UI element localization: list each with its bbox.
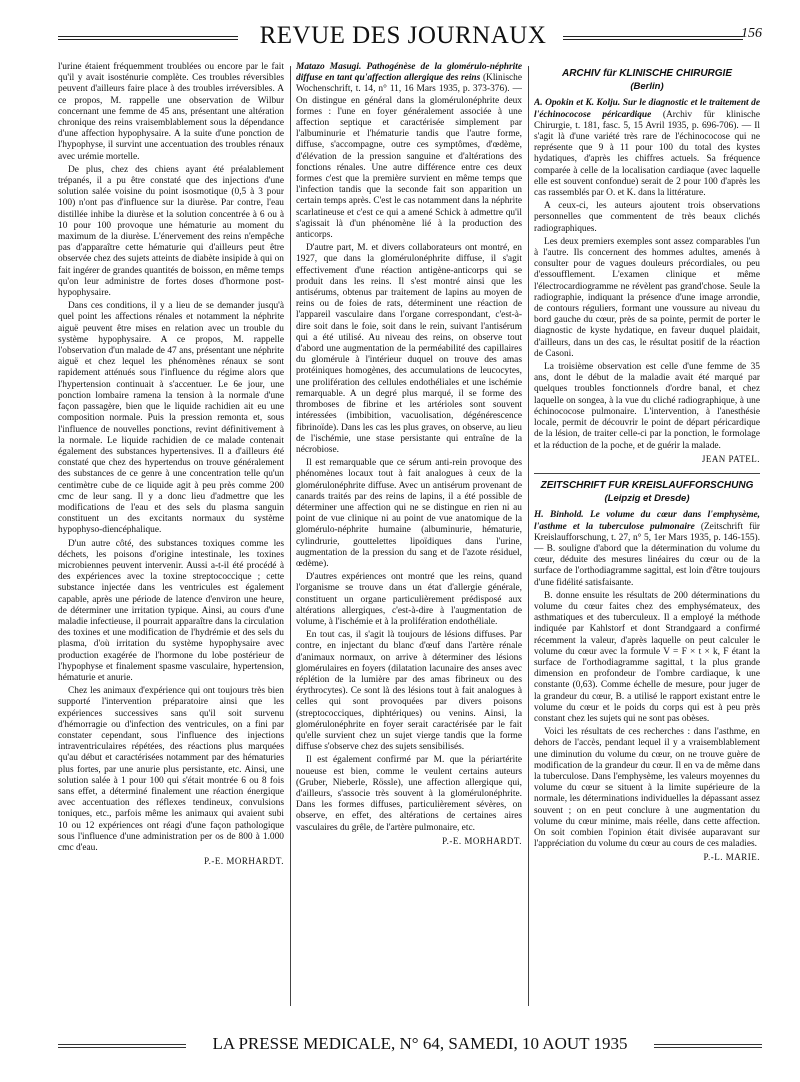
footer-rule-right	[654, 1044, 762, 1048]
column-right	[534, 62, 760, 1022]
paragraph: D'autre part, M. et divers collaborateurs ont montré, en 1927, que dans la glomérulonéphrite diffuse, il s'agit effectivement d'une réaction antigène-anticorps qui se produit dans les reins. Il s'est montré ainsi que les antisérums, obtenus par traitement de lapins au moyen de reins ou de foies de rats, déterminent une réaction de l'appareil vasculaire dans l'organe correspondant, c'est-à-dire soit dans le foie, soit dans le rein, suivant l'antisérum qui a été utilisé. Au niveau des reins, on observe tout d'abord une augmentation de la perméabilité des capillaires du glomérule à l'intérieur duquel on trouve des amas protéiniques homogènes, des accumulations de leucocytes, une prolifération des cellules endothéliales et une ischémie remarquable. A un degré plus marqué, il se forme des thromboses de fibrine et les artérioles sont souvent intéressées (imbibition, vacuolisation, dégénérescence fibrinoïde). Dans les cas les plus graves, on observe, au lieu de l'ischémie, une stase persistante qui entraîne de la nécrobiose.	[296, 243, 522, 455]
page-footer	[58, 1032, 762, 1062]
paragraph: l'urine étaient fréquemment troublées ou encore par le fait qu'il y avait isosténurie complète. Ces troubles réversibles peuvent d'ailleurs faire place à des troubles irréversibles. A ce propos, M. rappelle une observation de Wilbur concernant une femme de 45 ans, présentant une altération chronique des reins vraisemblablement sous la dépendance d'une affection hypophysaire. A la suite d'une ponction de l'hypophyse, il survint une accentuation des troubles rénaux avec urémie mortelle.	[58, 62, 284, 162]
author-signature: P.-L. MARIE.	[703, 852, 760, 863]
paragraph: Les deux premiers exemples sont assez comparables l'un à l'autre. Ils concernent des hommes adultes, amenés à consulter pour de vagues douleurs précordiales, ou peu d'essoufflement. L'examen clinique et même l'électrocardiogramme ne révèlent pas grand'chose. Seule la radiographie, indiquant la présence d'une image arrondie, de contours réguliers, formant une voussure au niveau du bord gauche du cœur, près de sa pointe, permit de porter le diagnostic de kyste hydatique, en faveur duquel plaidait, d'ailleurs, dans un des cas, le résultat positif de la réaction de Casoni.	[534, 236, 760, 359]
footer-rule-left	[58, 1044, 186, 1048]
journal-city: (Leipzig et Dresde)	[604, 493, 690, 505]
article-title: A. Opokin et K. Kolju. Sur le diagnostic et le traitement de l'échinococose péricardique	[534, 98, 760, 120]
article-reference: (Klinische Wochenschrift, t. 14, n° 11, 16 Mars 1935, p. 373-376). — On distingue en général dans la glomérulonéphrite deux formes : l'une en foyer généralement associée à une affection septique et caractérisée simplement par l'albuminurie et l'hématurie tandis que l'autre forme, diffuse, s'accompagne, outre ces symptômes, d'œdème, d'élévation de la pression sanguine et d'altérations des fonctions rénales. Une autre différence entre ces deux formes c'est que la première survient en même temps que l'infection tandis que la seconde fait son apparition un certain temps après. C'est le cas notamment dans la néphrite scarlatineuse et c'est ce qui a amené Schick à admettre qu'il s'agissait là d'un phénomène lié à la production des anticorps.	[296, 73, 522, 241]
author-signature: P.-E. MORHARDT.	[442, 835, 522, 846]
paragraph: En tout cas, il s'agit là toujours de lésions diffuses. Par contre, en injectant du blanc d'œuf dans l'artère rénale d'animaux normaux, on arrive à déterminer des lésions glomérulaires en foyers (dilatation lacunaire des anses avec réplétion de la lumière par des amas fibrineux ou des érythrocytes). Ce sont là des lésions tout à fait analogues à celles qui sont provoquées par divers poisons (streptococciques, diphtériques) ou venins. Ainsi, la glomérulonéphrite en foyer serait caractérisée par le fait qu'elle survient chez un sujet vierge tandis que la forme diffuse s'observe chez des sujets sensibilisés.	[296, 630, 522, 753]
paragraph: Voici les résultats de ces recherches : dans l'asthme, en dehors de l'accès, pendant lequel il y a vraisemblablement une diminution du volume du cœur, on ne trouve guère de modification de la grandeur du cœur. Il en va de même dans la tuberculose. Dans l'emphysème, les valeurs moyennes du volume du cœur se situent à la limite supérieure de la normale, les déterminations individuelles la dépassant assez souvent ; on en peut conclure à une augmentation du volume du cœur minime, mais réelle, dans cette affection. On soit combien l'opinion était divisée auparavant sur l'appréciation du volume du cœur au cours de ces maladies.	[534, 727, 760, 850]
article-intro	[296, 62, 522, 241]
page-header	[58, 22, 762, 62]
paragraph: D'autres expériences ont montré que les reins, quand l'organisme se trouve dans un état d'allergie générale, constituent un organe particulièrement prédisposé aux altérations allergiques, c'est-à-dire à l'augmentation de volume, à l'ischémie et à la prolifération endothéliale.	[296, 572, 522, 627]
paragraph: B. donne ensuite les résultats de 200 déterminations du volume du cœur faites chez des emphysémateux, des asthmatiques et des tuberculeux. Il a employé la méthode indiquée par Kahlstorf et dont Strandgaard a confirmé récemment la valeur, d'après laquelle on peut calculer le volume du cœur avec la formule V = F × t × k, F étant la surface de l'orthodiagramme sagittal, t la plus grande dimension en profondeur de l'ombre cardiaque, k une constante (0,63). Comme échelle de mesure, pour juger de la grandeur du cœur, B. a utilisé le rapport existant entre le volume du cœur et le poids du corps qui est à peu près constant chez les sujets qui ne sont pas obèses.	[534, 590, 760, 724]
journal-heading: ZEITSCHRIFT FUR KREISLAUFFORSCHUNG	[540, 479, 754, 491]
journal-city: (Berlin)	[630, 81, 664, 93]
header-rule-right	[563, 36, 743, 40]
columns	[58, 62, 762, 1022]
article-reference: (Archiv für klinische Chirurgie, t. 181, fasc. 5, 15 Avril 1935, p. 696-706). — Il s'agit là d'une variété très rare de l'échinococose qui ne représente que 9 à 11 pour 100 du total des kystes hydatiques, d'après les chiffres actuels. Sa fréquence comparée à celle de la localisation cardiaque (avec laquelle elle est souvent confondue) serait de 2 pour 100 d'après les cas rassemblés par O. et K. dans la littérature.	[534, 109, 760, 199]
page-number: 156	[741, 26, 762, 41]
column-middle	[296, 62, 522, 1022]
journal-page	[58, 22, 762, 1072]
article-reference: (Zeitschrift für Kreislaufforschung, t. 27, n° 5, 1er Mars 1935, p. 146-155). — B. souligne d'abord que la détermination du volume du cœur, déduite des mesures linéaires du cœur ou de la surface de l'orthodiagramme sagittal, est loin d'être toujours d'une fidélité satisfaisante.	[534, 521, 760, 588]
article-intro	[534, 510, 760, 588]
paragraph: D'un autre côté, des substances toxiques comme les déchets, les poisons d'origine intestinale, les toxines microbiennes peuvent intervenir. Aussi a-t-il été procédé à des expériences avec la toxine streptococcique ; cette substance injectée dans les ventricules est également capable, après une période de latence d'environ une heure, de déterminer une irritation typique. Ainsi, au cours d'une maladie infectieuse, il pourrait apparaître dans la circulation des toxines et une modification de l'hydrémie et des sels du plasma, d'où irritation du système hypophysaire avec production exagérée de l'hormone du lobe postérieur de l'hypophyse et finalement spasme vasculaire, hypertension, hématurie et anurie.	[58, 538, 284, 683]
author-signature: P.-E. MORHARDT.	[204, 856, 284, 867]
paragraph: La troisième observation est celle d'une femme de 35 ans, dont le début de la maladie avait été marqué par quelques troubles fonctionnels d'ordre banal, et chez laquelle on songea, à la vue du cliché radiographique, à une échinococose pulmonaire. L'intervention, à l'anesthésie locale, permit de découvrir le point de départ péricardique de la lésion, de traiter celle-ci par la ponction, le formolage et la réduction de la poche, et de guérir la malade.	[534, 362, 760, 451]
journal-heading: ARCHIV für KLINISCHE CHIRURGIE	[561, 68, 732, 79]
page-title: REVUE DES JOURNAUX	[259, 22, 547, 49]
column-left	[58, 62, 284, 1022]
paragraph: Dans ces conditions, il y a lieu de se demander jusqu'à quel point les affections rénales et notamment la néphrite aiguë peuvent être mises en relation avec un trouble du système hypophysaire. A ce propos, M. rappelle l'observation d'un malade de 47 ans, présentant une néphrite aiguë et chez lequel les phénomènes rénaux se sont rapidement atténués sous l'influence du régime alors que l'hypertension continuait à s'accentuer. Le 6e jour, une ponction lombaire ramena la tension à la normale d'une façon passagère, bien que le liquide rachidien ait eu une composition normale. Puis la pression remonta et, sous l'influence de nouvelles ponctions, revint définitivement à la normale. Le liquide rachidien de ce malade contenait également des substances hypertensives. Il a d'ailleurs été constaté que chez des hypertendus on trouve généralement des substances de ce genre à une concentration telle qu'un centimètre cube de ce liquide agit à peu près comme 200 cmc de leur sang. Il y a donc lieu d'admettre que les modifications de l'eau et des sels du plasma sanguin constituent un des excitants normaux du système hypophyso-diencéphalique.	[58, 301, 284, 536]
article-intro	[534, 98, 760, 199]
paragraph: Il est également confirmé par M. que la périartérite noueuse est bien, comme le veulent certains auteurs (Gruber, Nieberle, Rössle), une affection allergique qui, d'ailleurs, s'associe très souvent à la glomérulonéphrite. Dans les formes diffuses, particulièrement sévères, on observe, en effet, des altérations de certaines aires vasculaires du grêle, de l'artère pulmonaire, etc.	[296, 755, 522, 833]
paragraph: Il est remarquable que ce sérum anti-rein provoque des phénomènes locaux tout à fait analogues à ceux de la glomérulonéphrite diffuse. Avec un antisérum provenant de canards traités par des reins de lapins, il a été possible de déterminer une affection qui ne se distingue en rien ni au point de vue clinique ni au point de vue anatomique de la glomérulo-néphrite humaine (albuminurie, hématurie, cylindrurie, gouttelettes lipoïdiques dans l'urine, augmentation de la pression du sang et de l'azote résiduel, œdème).	[296, 458, 522, 569]
section-divider	[534, 473, 760, 474]
paragraph: De plus, chez des chiens ayant été préalablement trépanés, il a pu être constaté que des injections d'une solution salée voisine du point isosmotique (0,5 à 3 pour 100) n'ont pas d'influence sur la diurèse. Par contre, l'eau distillée inhibe la diurèse et la solution concentrée à 6 ou à 10 pour 100 provoque une hématurie au moment du maximum de la diurèse. L'énervement des reins n'empêche pas d'apparaître cette hématurie qui d'ailleurs peut être observée chez des sujets atteints de diabète insipide à qui on fait ingérer de grandes quantités de boisson, en même temps qu'on leur administre de fortes doses d'hormone post-hypophysaire.	[58, 164, 284, 299]
column-divider	[528, 66, 529, 1006]
author-signature: JEAN PATEL.	[701, 453, 760, 464]
column-divider	[290, 66, 291, 1006]
article-title: H. Binhold. Le volume du cœur dans l'emphysème, l'asthme et la tuberculose pulmonaire	[534, 510, 760, 532]
footer-text: LA PRESSE MEDICALE, N° 64, SAMEDI, 10 AOUT 1935	[212, 1034, 628, 1053]
paragraph: A ceux-ci, les auteurs ajoutent trois observations personnelles que commentent de très beaux clichés radiographiques.	[534, 201, 760, 234]
article-title: Matazo Masugi. Pathogénèse de la glomérulo-néphrite diffuse en tant qu'affection allergique des reins	[296, 62, 522, 84]
paragraph: Chez les animaux d'expérience qui ont toujours très bien supporté l'intervention préparatoire ainsi que les expériences successives sans qu'il soit survenu d'hémorragie ou d'infection des ventricules, on a fini par constater cependant, sous l'influence des injections intraventriculaires répétées, des réactions plus marquées qu'au début et caractérisées notamment par des hématuries plus fortes, par une anurie plus persistante, etc. Ainsi, une solution salée à 1 pour 100 qui s'était montrée 6 ou 8 fois sans effet, a déterminé finalement une réaction énergique avec accentuation des réflexes tendineux, convulsions toniques, etc., parfois même les animaux qui avaient subi 10 ou 12 expériences ont réagi d'une façon pathologique sous l'influence d'une administration per os de 800 à 1.000 cmc d'eau.	[58, 686, 284, 854]
header-rule-left	[58, 36, 238, 40]
